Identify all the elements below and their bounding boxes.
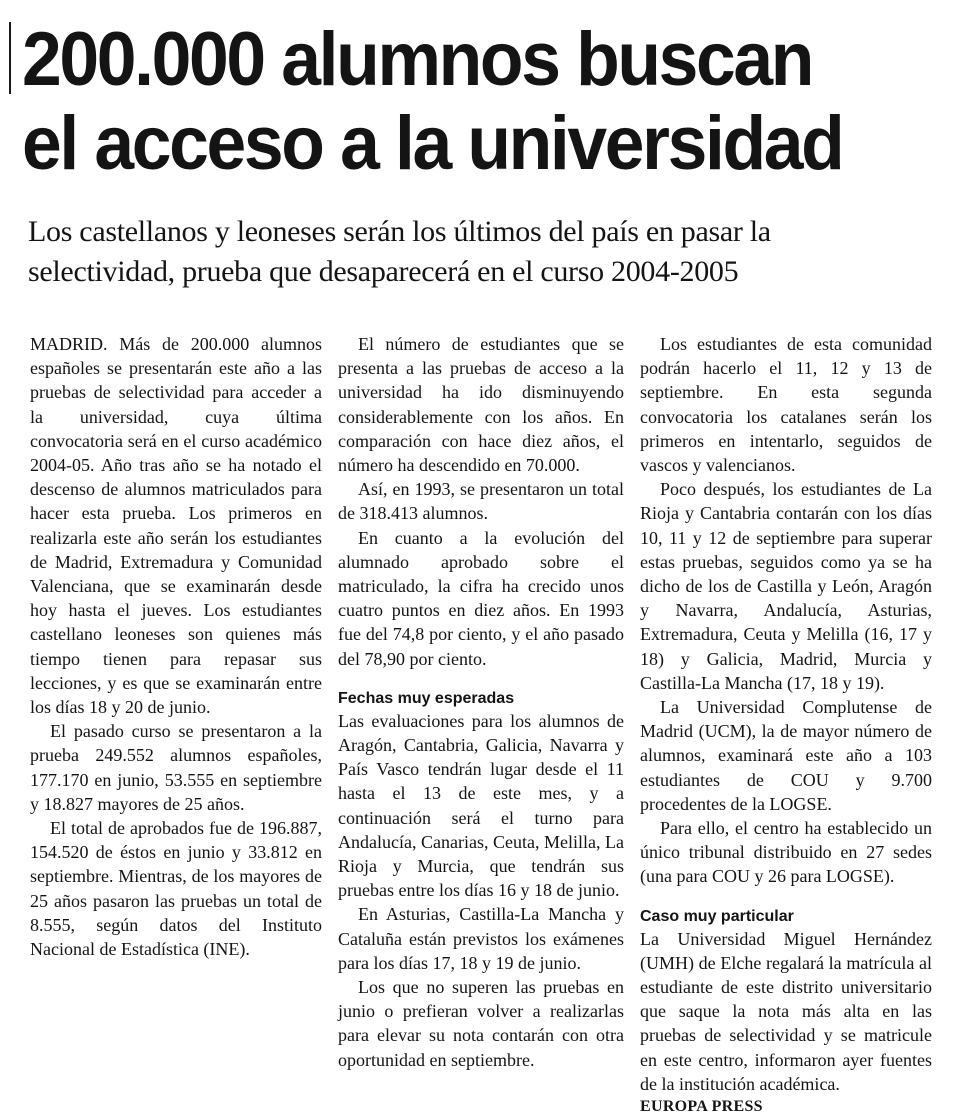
subhead [28, 212, 938, 292]
paragraph-1-text: Más de 200.000 alumnos españoles se presentarán este año a las pruebas de selectividad para acceder a la universidad, cuya última convocatoria será en el curso académico 2004-05. Año tras año se ha notado el descenso de alumnos matriculados para hacer esta prueba. Los primeros en realizarla este año serán los estudiantes de Madrid, Extremadura y Comunidad Valenciana, que se examinarán desde hoy hasta el jueves. Los estudiantes castellano leoneses son quienes más tiempo tienen para repasar sus lecciones, y es que se examinarán entre los días 18 y 20 de junio. [30, 334, 322, 718]
article-paragraph: Poco después, los estudiantes de La Rioja y Cantabria contarán con los días 10, 11 y 12 de septiembre para superar estas pruebas, seguidos como ya se ha dicho de los de Castilla y León, Aragón y Navarra, Andalucía, Asturias, Extremadura, Ceuta y Melilla (16, 17 y 18) y Galicia, Madrid, Murcia y Castilla-La Mancha (17, 18 y 19). [640, 479, 932, 693]
article-column-3 [640, 332, 932, 1118]
article-column-2 [338, 332, 624, 1072]
article-paragraph: La Universidad Complutense de Madrid (UCM), la de mayor número de alumnos, examinará este año a 103 estudiantes de COU y 9.700 procedentes de la LOGSE. [640, 697, 932, 814]
article-paragraph: Los que no superen las pruebas en junio o prefieran volver a realizarlas para elevar su nota contarán con otra oportunidad en septiembre. [338, 977, 624, 1070]
article-paragraph: Los estudiantes de esta comunidad podrán hacerlo el 11, 12 y 13 de septiembre. En esta segunda convocatoria los catalanes serán los primeros en intentarlo, seguidos de vascos y valencianos. [640, 334, 932, 476]
subheading-caso: Caso muy particular [640, 907, 794, 925]
article-paragraph: Las evaluaciones para los alumnos de Aragón, Cantabria, Galicia, Navarra y País Vasco tendrán lugar desde el 11 hasta el 13 de este mes, y a continuación será el turno para Andalucía, Canarias, Ceuta, Melilla, La Rioja y Murcia, que tendrán sus pruebas entre los días 16 y 18 de junio. [338, 710, 624, 901]
headline-line-1: 200.000 alumnos buscan [22, 17, 813, 102]
subhead-line-2: selectividad, prueba que desaparecerá en el curso 2004-2005 [28, 255, 739, 288]
article-paragraph: En cuanto a la evolución del alumnado aprobado sobre el matriculado, la cifra ha crecido unos cuatro puntos en diez años. En 1993 fue del 74,8 por ciento, y el año pasado del 78,90 por ciento. [338, 527, 624, 669]
article-column-1 [30, 332, 322, 961]
article-paragraph: Así, en 1993, se presentaron un total de 318.413 alumnos. [338, 479, 624, 524]
article-paragraph [30, 332, 322, 719]
article-paragraph: La Universidad Miguel Hernández (UMH) de Elche regalará la matrícula al estudiante de este distrito universitario que saque la nota más alta en las pruebas de selectividad y se matricule en este centro, informaron ayer fuentes de la institución académica. [640, 928, 932, 1094]
headline-line-2: el acceso a la universidad [22, 101, 843, 186]
subheading-fechas: Fechas muy esperadas [338, 689, 515, 707]
article-paragraph: En Asturias, Castilla-La Mancha y Cataluña están previstos los exámenes para los días 17, 18 y 19 de junio. [338, 904, 624, 973]
article-paragraph: Para ello, el centro ha establecido un único tribunal distribuido en 27 sedes (una para COU y 26 para LOGSE). [640, 818, 932, 887]
headline [22, 18, 896, 186]
article-paragraph: El pasado curso se presentaron a la prueba 249.552 alumnos españoles, 177.170 en junio, 53.555 en septiembre y 18.827 mayores de 25 años. [30, 721, 322, 814]
byline: EUROPA PRESS [640, 1098, 763, 1116]
subhead-line-1: Los castellanos y leoneses serán los últimos del país en pasar la [28, 215, 771, 248]
dateline: MADRID. [30, 334, 108, 354]
article-paragraph: El número de estudiantes que se presenta a las pruebas de acceso a la universidad ha ido disminuyendo considerablemente con los años. En comparación con hace diez años, el número ha descendido en 70.000. [338, 334, 624, 476]
article-paragraph: El total de aprobados fue de 196.887, 154.520 de éstos en junio y 33.812 en septiembre. Mientras, de los mayores de 25 años pasaron las pruebas un total de 8.555, según datos del Instituto Nacional de Estadística (INE). [30, 818, 322, 960]
left-rule [9, 22, 11, 94]
